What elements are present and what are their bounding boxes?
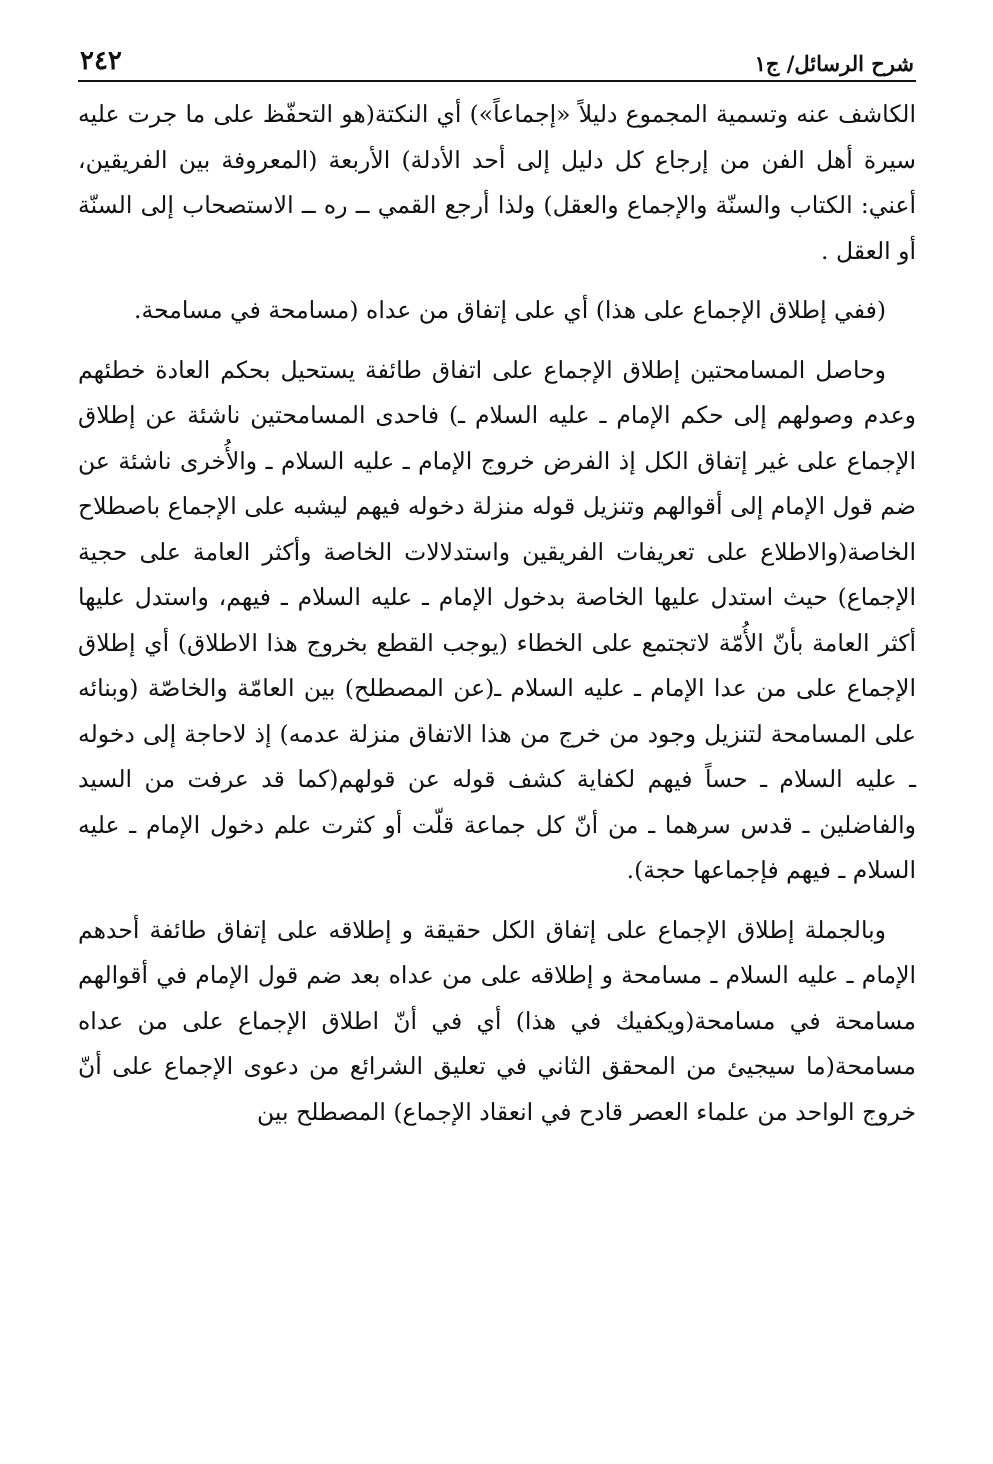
running-title: شرح الرسائل/ ج١ — [754, 51, 914, 76]
paragraph-1: الكاشف عنه وتسمية المجموع دليلاً «إجماعاً») أي النكتة(هو التحفّظ على ما جرت عليه سيرة أهل الفن من إرجاع كل دليل إلى أحد الأدلة) الأربعة (المعروفة بين الفريقين، أعني: الكتاب والسنّة والإجماع والعقل) ولذا أرجع القمي ــ ره ــ الاستصحاب إلى السنّة أو العقل . — [78, 100, 916, 265]
paragraph-2: (ففي إطلاق الإجماع على هذا) أي على إتفاق من عداه (مسامحة في مسامحة. — [134, 296, 886, 324]
body-text — [78, 92, 916, 1135]
document-page — [78, 40, 916, 1145]
page-number: ٢٤٢ — [80, 46, 122, 76]
paragraph-3: وحاصل المسامحتين إطلاق الإجماع على اتفاق طائفة يستحيل بحكم العادة خطئهم وعدم وصولهم إلى حكم الإمام ـ عليه السلام ـ) فاحدى المسامحتين ناشئة عن إطلاق الإجماع على غير إتفاق الكل إذ الفرض خروج الإمام ـ عليه السلام ـ والأُخرى ناشئة عن ضم قول الإمام إلى أقوالهم وتنزيل قوله منزلة دخوله فيهم ليشبه على الإجماع باصطلاح الخاصة(والاطلاع على تعريفات الفريقين واستدلالات الخاصة وأكثر العامة على حجية الإجماع) حيث استدل عليها الخاصة بدخول الإمام ـ عليه السلام ـ فيهم، واستدل عليها أكثر العامة بأنّ الأُمّة لاتجتمع على الخطاء (يوجب القطع بخروج هذا الاطلاق) أي إطلاق الإجماع على من عدا الإمام ـ عليه السلام ـ(عن المصطلح) بين العامّة والخاصّة (وبنائه على المسامحة لتنزيل وجود من خرج من هذا الاتفاق منزلة عدمه) إذ لاحاجة إلى دخوله ـ عليه السلام ـ حساً فيهم لكفاية كشف قوله عن قولهم(كما قد عرفت من السيد والفاضلين ـ قدس سرهما ـ من أنّ كل جماعة قلّت أو كثرت علم دخول الإمام ـ عليه السلام ـ فيهم فإجماعها حجة). — [78, 355, 916, 884]
paragraph-4: وبالجملة إطلاق الإجماع على إتفاق الكل حقيقة و إطلاقه على إتفاق طائفة أحدهم الإمام ـ عليه السلام ـ مسامحة و إطلاقه على من عداه بعد ضم قول الإمام في أقوالهم مسامحة في مسامحة(ويكفيك في هذا) أي في أنّ اطلاق الإجماع على من عداه مسامحة(ما سيجيئ من المحقق الثاني في تعليق الشرائع من دعوى الإجماع على أنّ خروج الواحد من علماء العصر قادح في انعقاد الإجماع) المصطلح بين — [78, 915, 916, 1126]
page-header — [78, 40, 916, 82]
